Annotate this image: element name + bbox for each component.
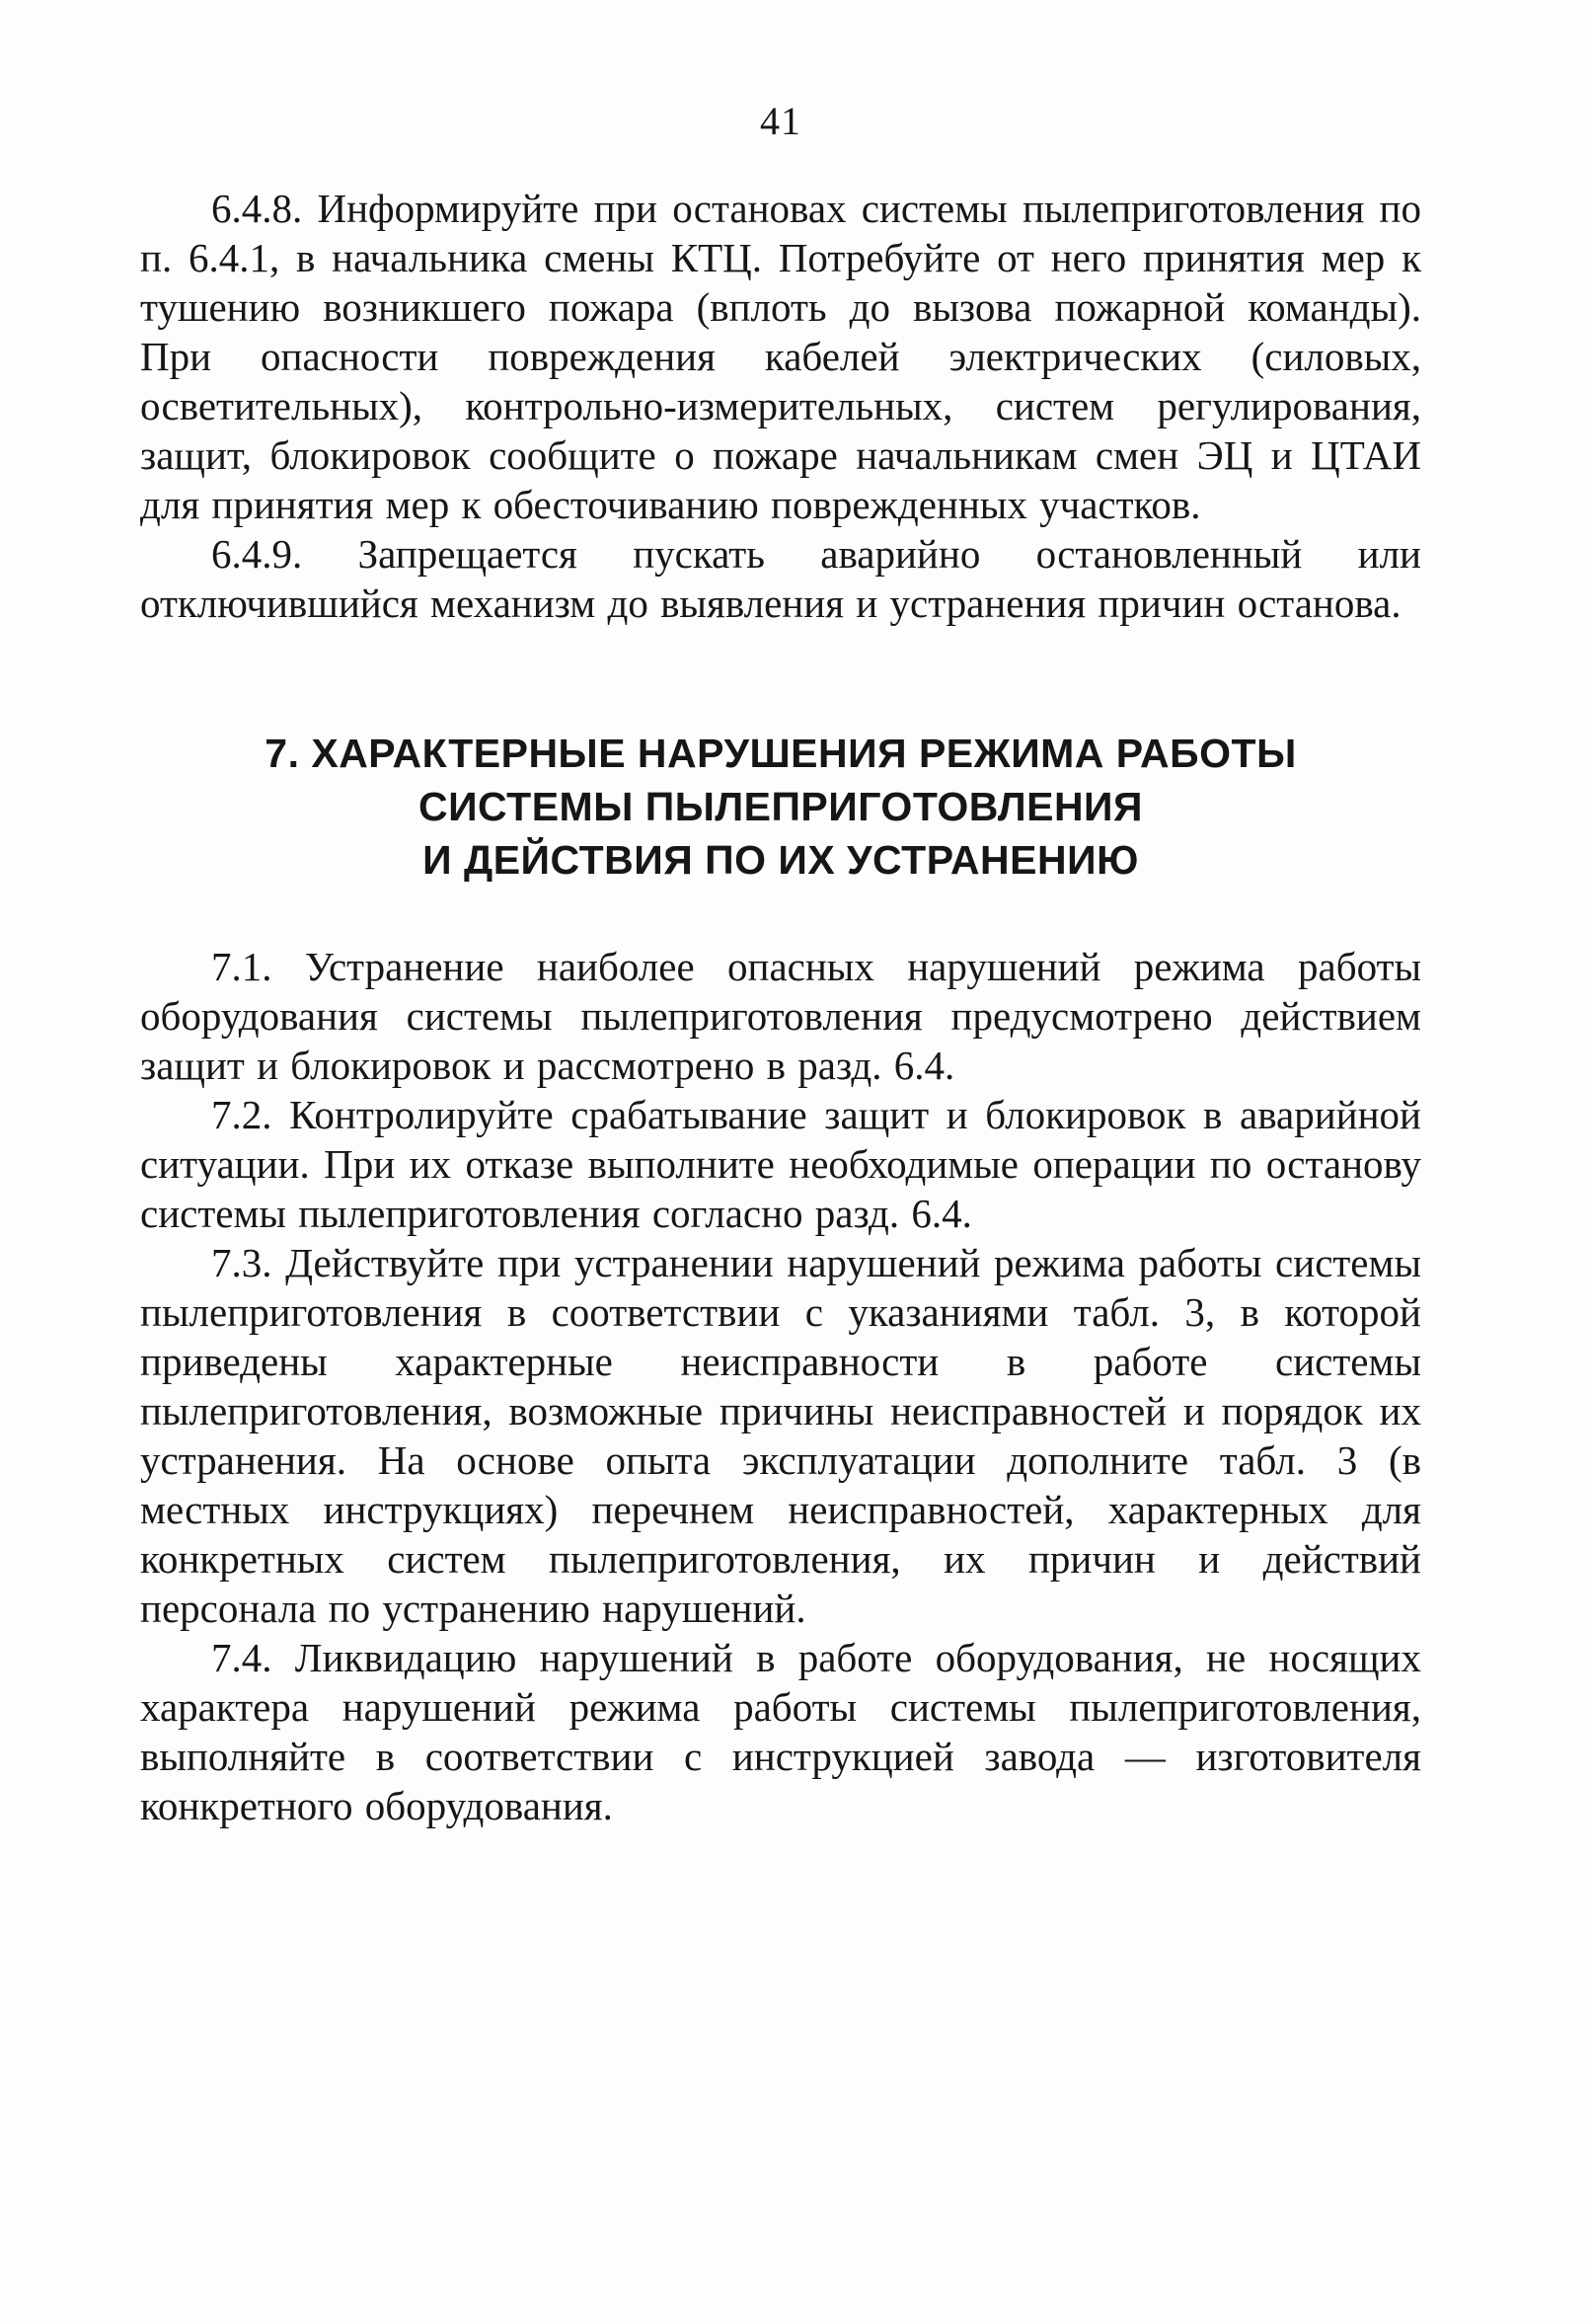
paragraph-7-4: 7.4. Ликвидацию нарушений в работе оборудования, не носящих характера нарушений режима работы системы пылеприготовления, выполняйте в соответствии с инструкцией завода — изготовителя конкретного оборудования. [140, 1635, 1421, 1828]
section-heading-line-1: 7. ХАРАКТЕРНЫЕ НАРУШЕНИЯ РЕЖИМА РАБОТЫ [265, 731, 1297, 776]
section-heading-line-2: СИСТЕМЫ ПЫЛЕПРИГОТОВЛЕНИЯ [417, 784, 1143, 829]
section-heading [140, 727, 1421, 887]
paragraph-6-4-9: 6.4.9. Запрещается пускать аварийно остановленный или отключившийся механизм до выявления и устранения причин останова. [140, 531, 1421, 626]
paragraph-7-2: 7.2. Контролируйте срабатывание защит и блокировок в аварийной ситуации. При их отказе выполните необходимые операции по останову системы пылеприготовления согласно разд. 6.4. [140, 1092, 1421, 1236]
page-number: 41 [760, 99, 801, 143]
paragraph-7-1: 7.1. Устранение наиболее опасных нарушений режима работы оборудования системы пылеприготовления предусмотрено действием защит и блокировок и рассмотрено в разд. 6.4. [140, 944, 1421, 1088]
section-heading-line-3: И ДЕЙСТВИЯ ПО ИХ УСТРАНЕНИЮ [422, 837, 1139, 883]
paragraph-6-4-8: 6.4.8. Информируйте при остановах системы пылеприготовления по п. 6.4.1, в начальника смены КТЦ. Потребуйте от него принятия мер к тушению возникшего пожара (вплоть до вызова пожарной команды). При опасности повреждения кабелей электрических (силовых, осветительных), контрольно-измерительных, систем регулирования, защит, блокировок сообщите о пожаре начальникам смен ЭЦ и ЦТАИ для принятия мер к обесточиванию поврежденных участков. [140, 186, 1421, 527]
paragraph-7-3: 7.3. Действуйте при устранении нарушений режима работы системы пылеприготовления в соответствии с указаниями табл. 3, в которой приведены характерные неисправности в работе системы пылеприготовления, возможные причины неисправностей и порядок их устранения. На основе опыта эксплуатации дополните табл. 3 (в местных инструкциях) перечнем неисправностей, характерных для конкретных систем пылеприготовления, их причин и действий персонала по устранению нарушений. [140, 1240, 1421, 1631]
